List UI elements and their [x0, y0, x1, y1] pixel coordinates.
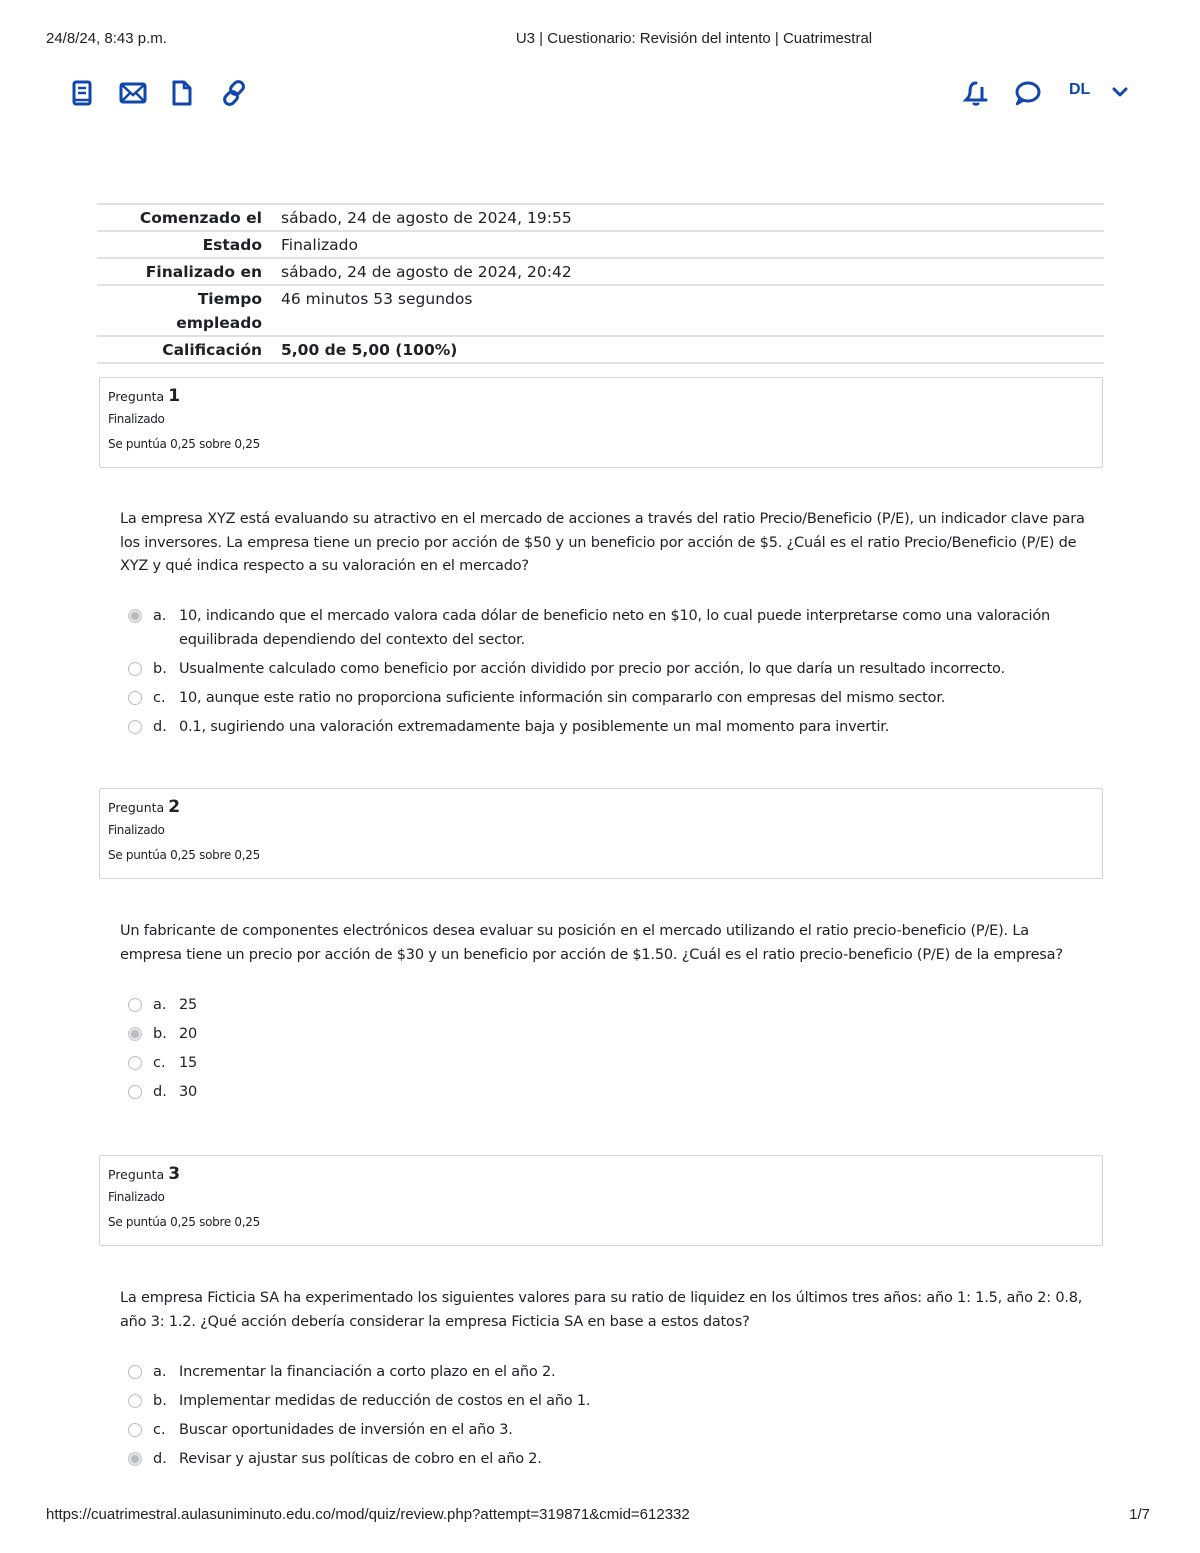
attempt-summary-table: [97, 203, 1104, 364]
question-state: Finalizado: [108, 412, 165, 426]
answer-letter: a.: [153, 608, 167, 624]
summary-row-finished: [97, 259, 1104, 286]
question-state: Finalizado: [108, 1190, 165, 1204]
top-navbar: [0, 72, 1200, 114]
radio-selected[interactable]: [128, 609, 142, 623]
question-number-value: 3: [168, 1164, 181, 1184]
summary-row-grade: [97, 337, 1104, 364]
summary-label: Estado: [202, 236, 262, 254]
answer-text: 30: [179, 1084, 198, 1100]
summary-label: [97, 286, 272, 335]
question-info-1: [99, 377, 1103, 468]
answer-text: Buscar oportunidades de inversión en el año 3.: [179, 1422, 513, 1438]
question-number: [108, 1164, 1094, 1185]
radio-unselected[interactable]: [128, 1365, 142, 1379]
print-page-number: 1/7: [1129, 1506, 1150, 1523]
question-number-value: 1: [168, 386, 181, 406]
question-grade: Se puntúa 0,25 sobre 0,25: [108, 1215, 260, 1229]
summary-value: Finalizado: [281, 236, 358, 254]
answer-letter: a.: [153, 997, 167, 1013]
answer-option[interactable]: [128, 993, 1088, 1017]
user-initials[interactable]: DL: [1069, 81, 1091, 98]
answer-letter: c.: [153, 1055, 166, 1071]
answer-letter: b.: [153, 1026, 167, 1042]
print-url: https://cuatrimestral.aulasuniminuto.edu.co/mod/quiz/review.php?attempt=319871&cmid=612332: [46, 1506, 690, 1523]
radio-unselected[interactable]: [128, 1056, 142, 1070]
answer-text: 0.1, sugiriendo una valoración extremadamente baja y posiblemente un mal momento para invertir.: [179, 719, 890, 735]
summary-row-time: [97, 286, 1104, 337]
answer-text: 10, aunque este ratio no proporciona suficiente información sin compararlo con empresas del mismo sector.: [179, 690, 946, 706]
radio-unselected[interactable]: [128, 1423, 142, 1437]
radio-unselected[interactable]: [128, 691, 142, 705]
radio-unselected[interactable]: [128, 720, 142, 734]
summary-label: Finalizado en: [145, 263, 262, 281]
question-text-2: Un fabricante de componentes electrónicos desea evaluar su posición en el mercado utilizando el ratio precio-beneficio (P/E). La empresa tiene un precio por acción de $30 y un beneficio por acción de $1.50. ¿Cuál es el ratio precio-beneficio (P/E) de la empresa?: [120, 923, 1063, 963]
answer-option[interactable]: [128, 1051, 1088, 1075]
summary-value: sábado, 24 de agosto de 2024, 20:42: [281, 263, 572, 281]
summary-value: [272, 337, 1104, 362]
question-prefix: Pregunta: [108, 389, 165, 404]
summary-label: Calificación: [162, 341, 262, 359]
question-text-1: La empresa XYZ está evaluando su atractivo en el mercado de acciones a través del ratio Precio/Beneficio (P/E), un indicador clave para los inversores. La empresa tiene un precio por acción de $50 y un beneficio por acción de $5. ¿Cuál es el ratio Precio/Beneficio (P/E) de XYZ y qué indica respecto a su valoración en el mercado?: [120, 511, 1085, 574]
answer-option[interactable]: [128, 686, 1088, 710]
document-icon[interactable]: [166, 77, 198, 109]
question-number: [108, 797, 1094, 818]
answer-letter: c.: [153, 690, 166, 706]
answer-letter: b.: [153, 1393, 167, 1409]
answer-option[interactable]: [128, 1360, 1088, 1384]
chevron-down-icon[interactable]: [1108, 80, 1132, 104]
bell-icon[interactable]: [960, 77, 992, 109]
answer-text: 25: [179, 997, 198, 1013]
radio-unselected[interactable]: [128, 662, 142, 676]
answer-text: 10, indicando que el mercado valora cada dólar de beneficio neto en $10, lo cual puede interpretarse como una valoración equilibrada dependiendo del contexto del sector.: [179, 608, 1050, 648]
summary-row-started: [97, 205, 1104, 232]
grade-obtained: 5,00: [281, 341, 320, 359]
radio-unselected[interactable]: [128, 998, 142, 1012]
answer-option[interactable]: [128, 1418, 1088, 1442]
summary-row-state: [97, 232, 1104, 259]
answer-letter: b.: [153, 661, 167, 677]
answer-letter: d.: [153, 1084, 167, 1100]
question-info-3: [99, 1155, 1103, 1246]
summary-label-line: empleado: [176, 314, 262, 332]
question-text-3: La empresa Ficticia SA ha experimentado los siguientes valores para su ratio de liquidez en los últimos tres años: año 1: 1.5, año 2: 0.8, año 3: 1.2. ¿Qué acción debería considerar la empresa Ficticia SA en base a estos datos?: [120, 1290, 1083, 1330]
grade-end: %): [434, 341, 458, 359]
book-icon[interactable]: [66, 77, 98, 109]
answer-text: 15: [179, 1055, 198, 1071]
print-page-title: U3 | Cuestionario: Revisión del intento | Cuatrimestral: [515, 30, 873, 47]
question-grade: Se puntúa 0,25 sobre 0,25: [108, 437, 260, 451]
answer-option[interactable]: [128, 1447, 1088, 1471]
print-header: [0, 30, 1200, 50]
radio-unselected[interactable]: [128, 1085, 142, 1099]
grade-rest: de 5,00 (: [319, 341, 403, 359]
answer-option[interactable]: [128, 1389, 1088, 1413]
print-footer: [0, 1506, 1200, 1526]
answer-letter: d.: [153, 719, 167, 735]
radio-unselected[interactable]: [128, 1394, 142, 1408]
answer-text: 20: [179, 1026, 198, 1042]
answer-list-1: [128, 604, 1088, 744]
answer-text: Revisar y ajustar sus políticas de cobro en el año 2.: [179, 1451, 542, 1467]
question-prefix: Pregunta: [108, 800, 165, 815]
link-icon[interactable]: [218, 77, 250, 109]
grade-percent: 100: [402, 341, 435, 359]
question-info-2: [99, 788, 1103, 879]
answer-option[interactable]: [128, 715, 1088, 739]
radio-selected[interactable]: [128, 1027, 142, 1041]
chat-icon[interactable]: [1011, 77, 1043, 109]
answer-option[interactable]: [128, 657, 1088, 681]
answer-letter: a.: [153, 1364, 167, 1380]
question-grade: Se puntúa 0,25 sobre 0,25: [108, 848, 260, 862]
answer-letter: c.: [153, 1422, 166, 1438]
answer-list-3: [128, 1360, 1088, 1476]
answer-list-2: [128, 993, 1088, 1109]
summary-value: 46 minutos 53 segundos: [281, 290, 473, 308]
answer-option[interactable]: [128, 1080, 1088, 1104]
question-prefix: Pregunta: [108, 1167, 165, 1182]
question-state: Finalizado: [108, 823, 165, 837]
answer-text: Usualmente calculado como beneficio por acción dividido por precio por acción, lo que daría un resultado incorrecto.: [179, 661, 1005, 677]
print-datetime: 24/8/24, 8:43 p.m.: [46, 30, 167, 47]
summary-label: Comenzado el: [139, 209, 262, 227]
answer-option[interactable]: [128, 604, 1088, 652]
summary-label-line: Tiempo: [197, 290, 262, 308]
radio-selected[interactable]: [128, 1452, 142, 1466]
answer-option[interactable]: [128, 1022, 1088, 1046]
question-number: [108, 386, 1094, 407]
answer-text: Implementar medidas de reducción de costos en el año 1.: [179, 1393, 591, 1409]
mail-icon[interactable]: [117, 77, 149, 109]
answer-letter: d.: [153, 1451, 167, 1467]
question-number-value: 2: [168, 797, 181, 817]
summary-value: sábado, 24 de agosto de 2024, 19:55: [281, 209, 572, 227]
answer-text: Incrementar la financiación a corto plazo en el año 2.: [179, 1364, 556, 1380]
